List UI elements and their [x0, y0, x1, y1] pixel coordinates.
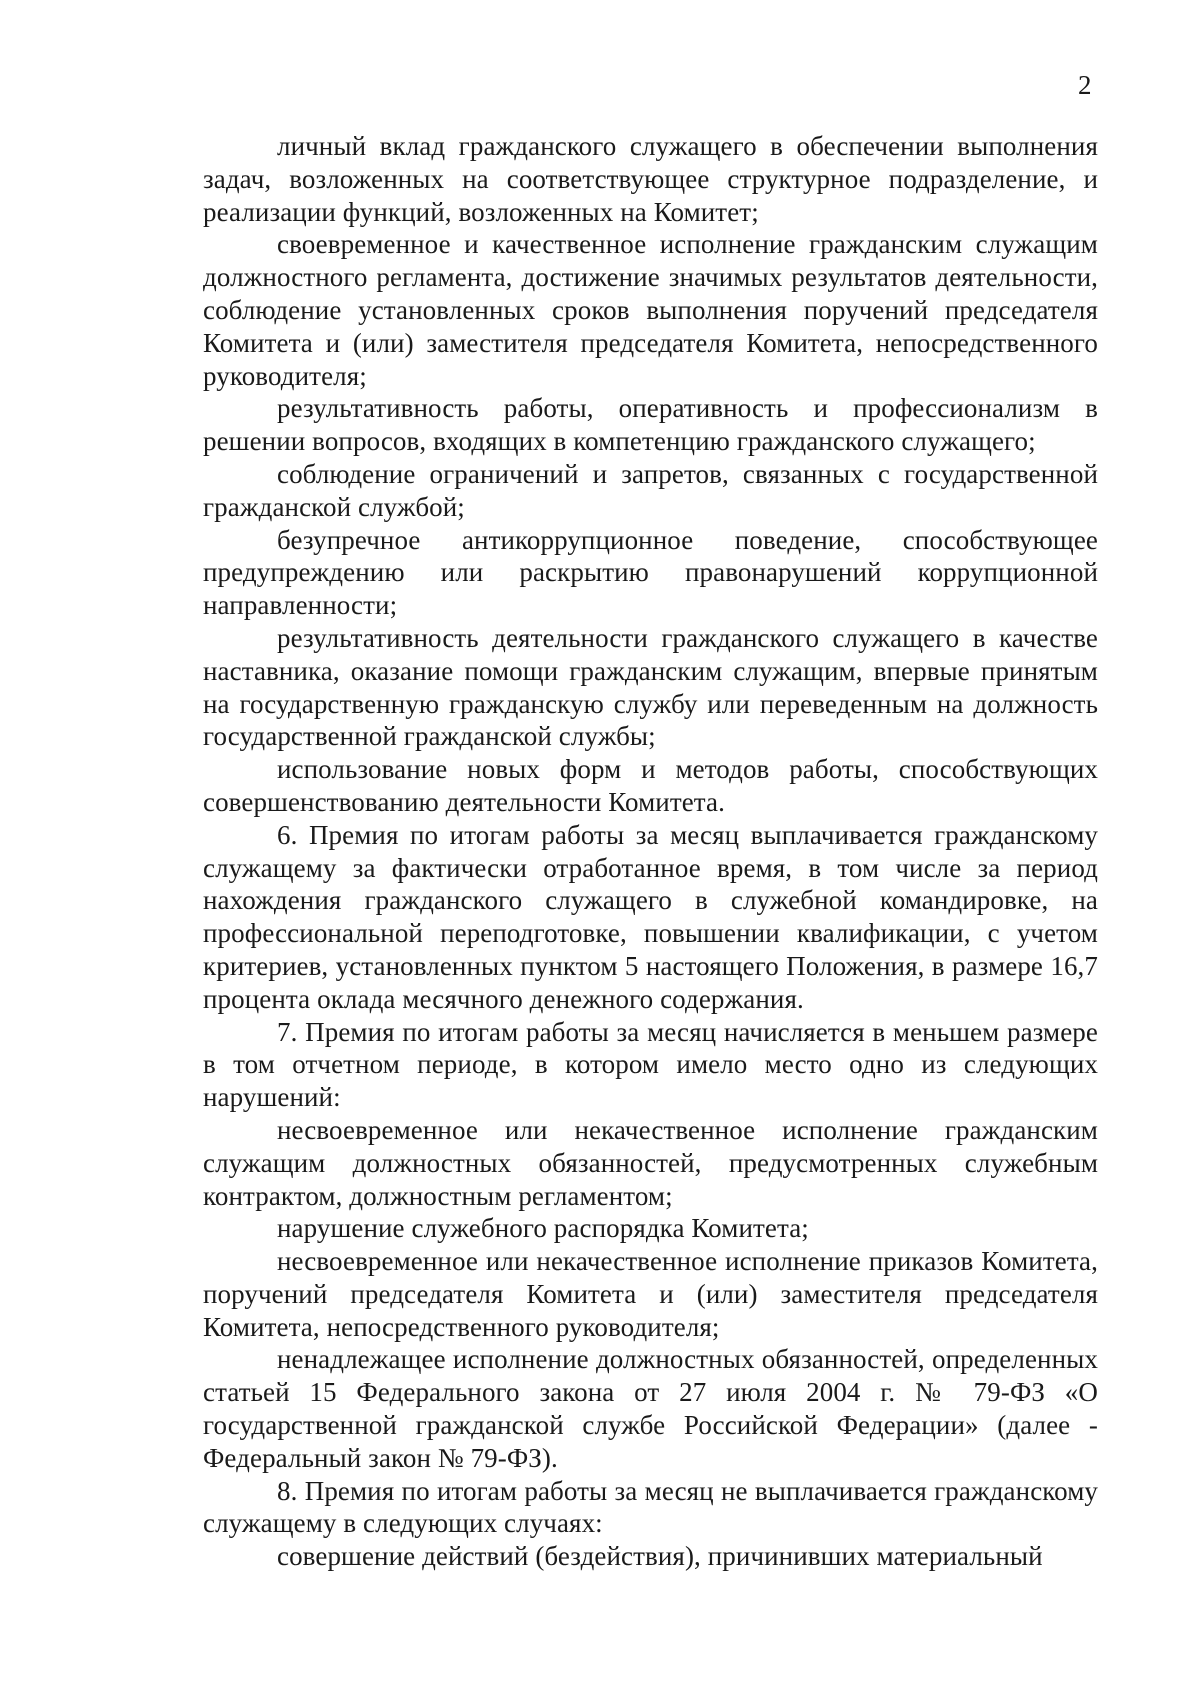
paragraph: несвоевременное или некачественное исполнение гражданским служащим должностных обязанностей, предусмотренных служебным контрактом, должностным регламентом;	[203, 1114, 1098, 1211]
paragraph-item-6: 6. Премия по итогам работы за месяц выплачивается гражданскому служащему за фактически отработанное время, в том числе за период нахождения гражданского служащего в служебной командировке, на профессиональной переподготовке, повышении квалификации, с учетом критериев, установленных пунктом 5 настоящего Положения, в размере 16,7 процента оклада месячного денежного содержания.	[203, 819, 1098, 1014]
paragraph-item-8: 8. Премия по итогам работы за месяц не выплачивается гражданскому служащему в следующих случаях:	[203, 1475, 1098, 1539]
paragraph: нарушение служебного распорядка Комитета;	[277, 1213, 809, 1244]
paragraph: совершение действий (бездействия), причинивших материальный	[277, 1541, 1043, 1572]
page-number: 2	[1078, 70, 1092, 100]
paragraph: безупречное антикоррупционное поведение, способствующее предупреждению или раскрытию правонарушений коррупционной направленности;	[203, 524, 1098, 621]
paragraph: личный вклад гражданского служащего в обеспечении выполнения задач, возложенных на соответствующее структурное подразделение, и реализации функций, возложенных на Комитет;	[203, 131, 1098, 227]
paragraph-item-7: 7. Премия по итогам работы за месяц начисляется в меньшем размере в том отчетном периоде, в котором имело место одно из следующих нарушений:	[203, 1016, 1098, 1113]
paragraph: ненадлежащее исполнение должностных обязанностей, определенных статьей 15 Федерального закона от 27 июля 2004 г. № 79-ФЗ «О государственной гражданской службе Российской Федерации» (далее - Федеральный закон № 79-ФЗ).	[203, 1344, 1098, 1473]
paragraph: своевременное и качественное исполнение гражданским служащим должностного регламента, достижение значимых результатов деятельности, соблюдение установленных сроков выполнения поручений председателя Комитета и (или) заместителя председателя Комитета, непосредственного руководителя;	[203, 229, 1098, 391]
paragraph: несвоевременное или некачественное исполнение приказов Комитета, поручений председателя Комитета и (или) заместителя председателя Комитета, непосредственного руководителя;	[203, 1246, 1098, 1342]
paragraph: использование новых форм и методов работы, способствующих совершенствованию деятельности Комитета.	[203, 754, 1098, 817]
paragraph: соблюдение ограничений и запретов, связанных с государственной гражданской службой;	[203, 458, 1098, 522]
paragraph: результативность деятельности гражданского служащего в качестве наставника, оказание помощи гражданским служащим, впервые принятым на государственную гражданскую службу или переведенным на должность государственной гражданской службы;	[203, 622, 1098, 752]
paragraph: результативность работы, оперативность и профессионализм в решении вопросов, входящих в компетенцию гражданского служащего;	[203, 393, 1098, 457]
document-body	[203, 130, 1098, 1573]
